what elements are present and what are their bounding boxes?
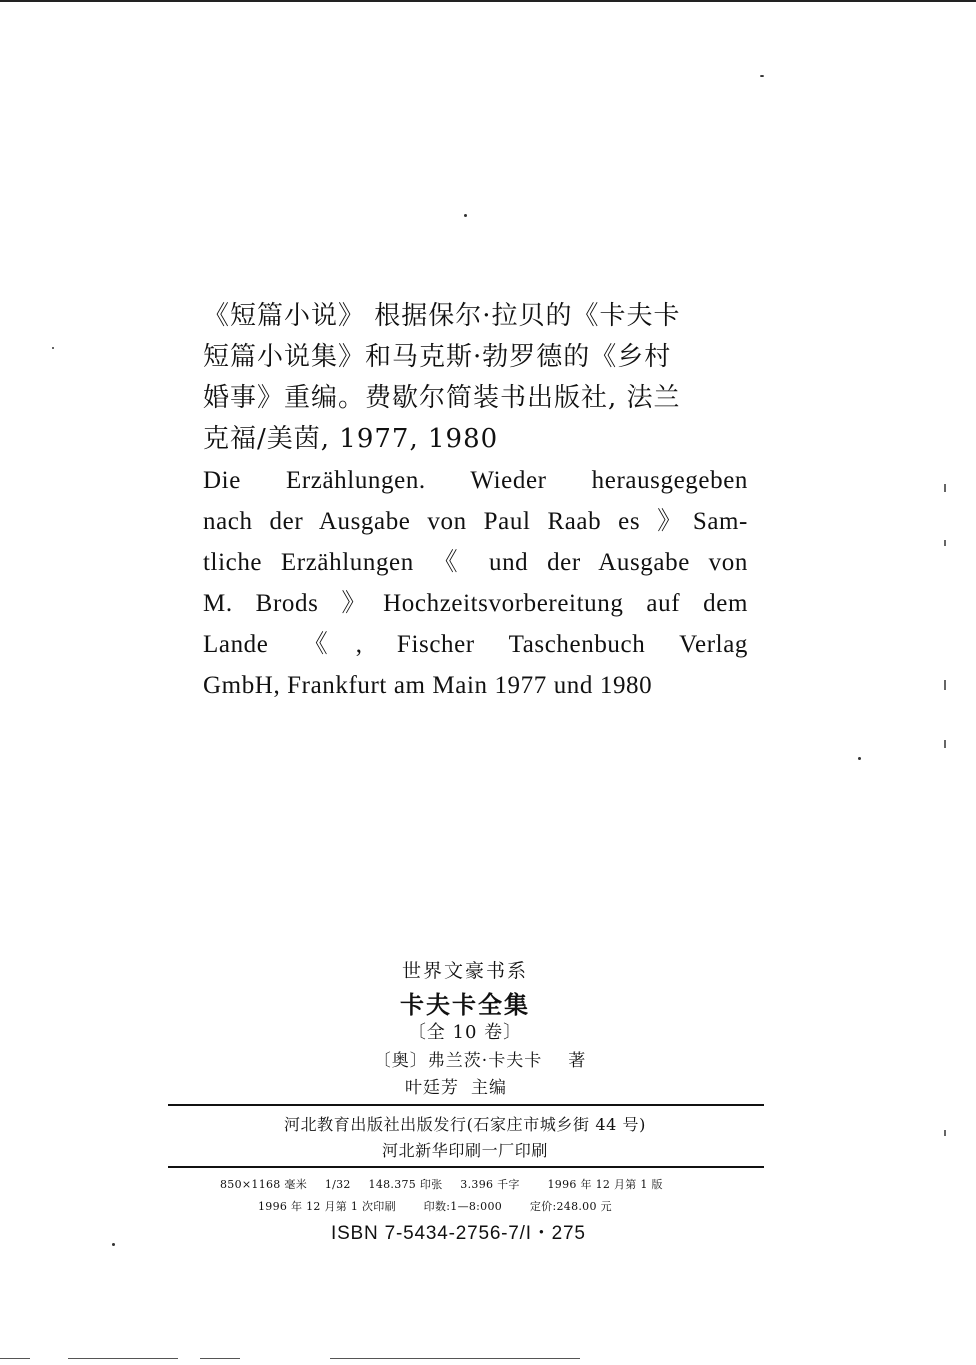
scan-edge-mark (944, 484, 946, 492)
spec-edition: 1996 年 12 月第 1 版 (547, 1178, 663, 1191)
source-note-line: 婚事》重编。费歇尔简装书出版社, 法兰 (203, 383, 681, 413)
isbn: ISBN 7-5434-2756-7/I・275 (331, 1223, 586, 1244)
volume-count: 〔全 10 卷〕 (407, 1022, 523, 1043)
source-note-line: Lande 《, Fischer Taschenbuch Verlag (203, 631, 748, 658)
scan-speck (760, 75, 764, 77)
specs-line-2 (258, 1198, 612, 1214)
spec-price: 定价:248.00 元 (529, 1200, 612, 1213)
book-title: 卡夫卡全集 (400, 990, 530, 1019)
scan-edge-mark (944, 540, 946, 546)
scan-bottom-edge (68, 1358, 178, 1359)
spec-sheets: 148.375 印张 (368, 1178, 443, 1191)
scan-edge-mark (944, 740, 946, 748)
scan-speck (464, 214, 467, 217)
specs-line-1 (220, 1176, 663, 1192)
printer-line: 河北新华印刷一厂印刷 (381, 1141, 548, 1160)
editor-role: 主编 (471, 1078, 507, 1098)
source-note-line: GmbH, Frankfurt am Main 1977 und 1980 (203, 672, 653, 699)
source-note (203, 296, 748, 706)
spec-printing: 1996 年 12 月第 1 次印刷 (258, 1200, 396, 1213)
author-role: 著 (568, 1051, 587, 1071)
source-note-line: 克福/美茵, 1977, 1980 (203, 424, 499, 454)
scan-edge-mark (944, 680, 946, 690)
source-note-line: Die Erzählungen. Wieder herausgegeben (203, 467, 748, 494)
scan-speck (112, 1243, 115, 1246)
series-name: 世界文豪书系 (401, 960, 528, 982)
scan-bottom-edge (200, 1358, 240, 1359)
scan-bottom-edge (0, 1358, 30, 1359)
source-note-line: nach der Ausgabe von Paul Raab es 》Sam- (203, 508, 748, 535)
author-name: 〔奥〕弗兰茨·卡夫卡 (373, 1051, 543, 1071)
spec-print-run: 印数:1—8:000 (423, 1200, 503, 1213)
source-note-line: 短篇小说集》和马克斯·勃罗德的《乡村 (203, 342, 672, 372)
spec-fold: 1/32 (324, 1178, 351, 1191)
author-line (0, 1046, 960, 1071)
editor-line (0, 1073, 912, 1098)
page-top-edge (0, 0, 976, 2)
scan-speck (52, 347, 54, 349)
source-note-line: 《短篇小说》 根据保尔·拉贝的《卡夫卡 (203, 301, 681, 331)
spec-format: 850×1168 毫米 (220, 1178, 308, 1191)
spec-word-count: 3.396 千字 (460, 1178, 520, 1191)
editor-name: 叶廷芳 (405, 1078, 459, 1098)
scan-speck (858, 757, 861, 760)
source-note-line: tliche Erzählungen 《 und der Ausgabe von (203, 549, 748, 576)
scan-edge-mark (944, 1130, 946, 1136)
source-note-line: M. Brods 》Hochzeitsvorbereitung auf dem (203, 590, 748, 617)
publisher-line: 河北教育出版社出版发行(石家庄市城乡街 44 号) (283, 1115, 647, 1134)
colophon-divider-bottom (168, 1166, 764, 1168)
scan-bottom-edge (330, 1358, 580, 1359)
colophon-divider-top (168, 1104, 764, 1106)
